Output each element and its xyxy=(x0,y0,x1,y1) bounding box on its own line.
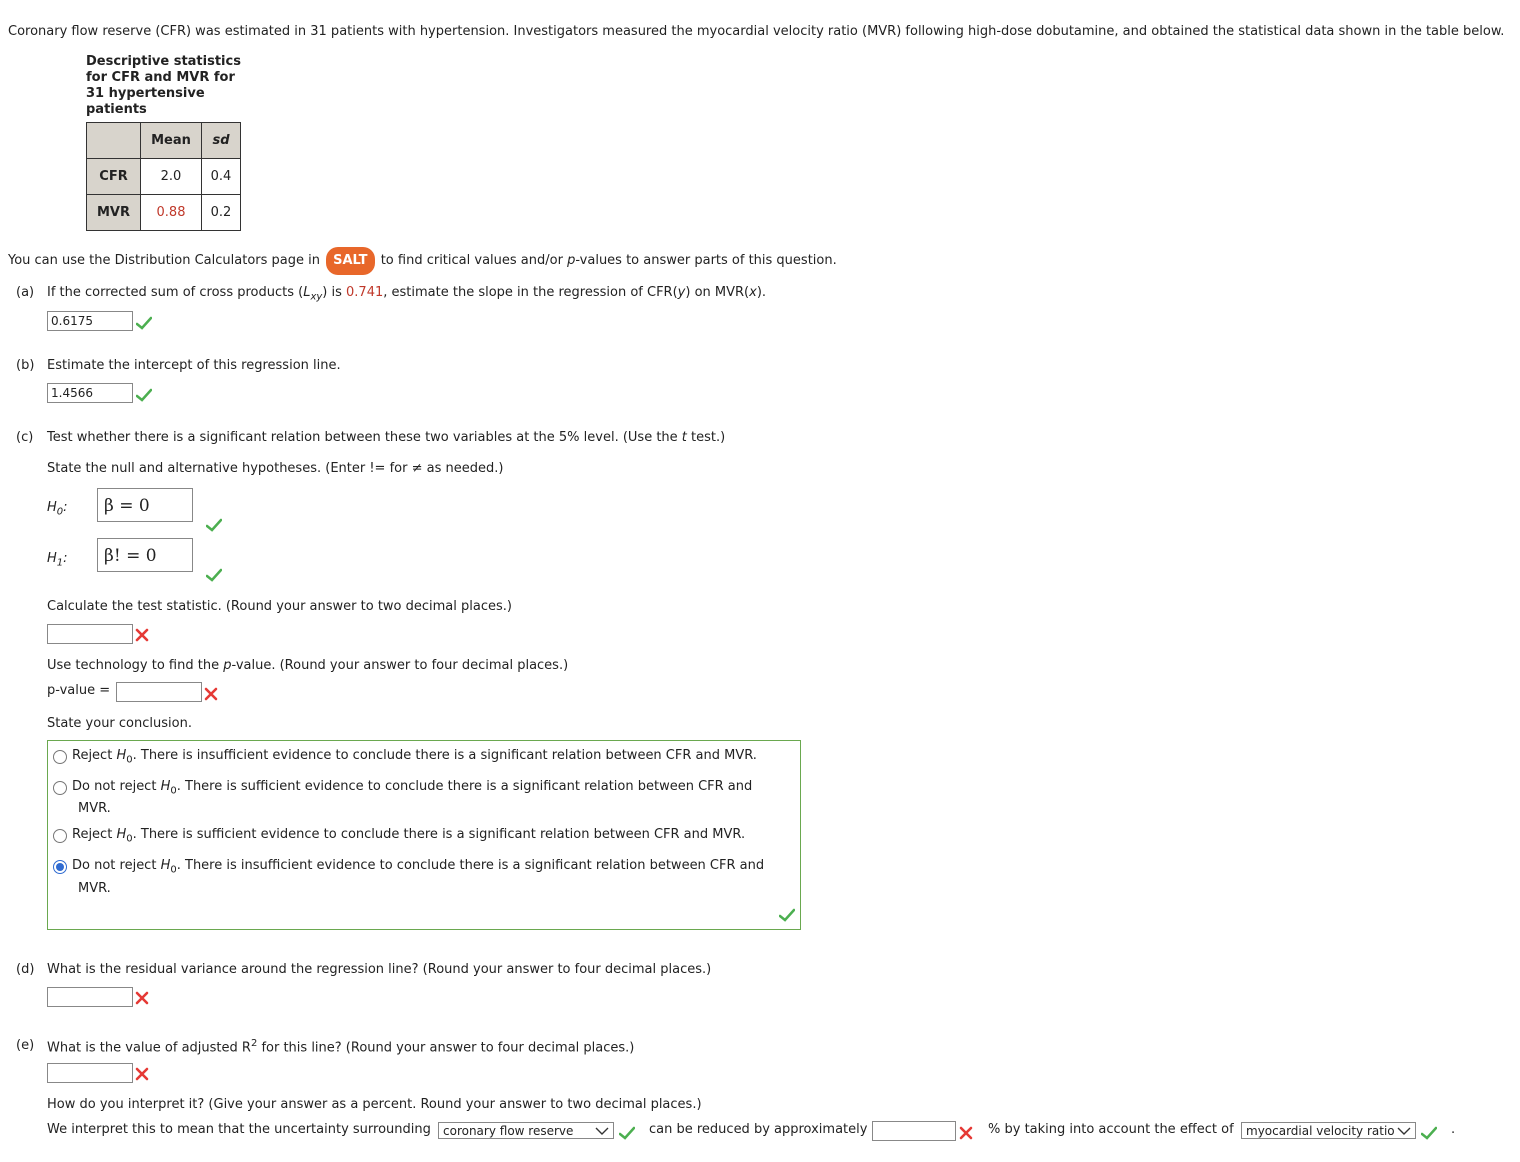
part-e-q2: for this line? (Round your answer to four decimal places.) xyxy=(261,1040,635,1056)
problem-intro: Coronary flow reserve (CFR) was estimated in 31 patients with hypertension. Investigators measured the myocardial velocity ratio (MVR) following high-dose dobutamine, and obtained the statistical data shown in the table below. xyxy=(8,24,1505,39)
h1-letter: H xyxy=(47,551,57,566)
part-c-question-end: test.) xyxy=(691,430,726,445)
null-hypothesis-input[interactable]: β = 0 xyxy=(97,488,193,522)
test-statistic-prompt: Calculate the test statistic. (Round your answer to two decimal places.) xyxy=(47,599,512,614)
chevron-down-icon xyxy=(595,1126,609,1136)
part-a-lxy-value: 0.741 xyxy=(346,285,384,300)
cross-icon xyxy=(135,628,149,642)
part-a-q4: ) on MVR( xyxy=(685,285,750,300)
conclusion-option-1: Reject $H_0$. There is insufficient evidence to conclude there is a significant relation between CFR and MVR. xyxy=(72,748,757,766)
option-2-text: There is sufficient evidence to conclude there is a significant relation between CFR and xyxy=(185,779,753,794)
p-value-prompt xyxy=(47,658,568,673)
part-e-q1: What is the value of adjusted R xyxy=(47,1040,251,1056)
row-label-cfr: CFR xyxy=(87,159,141,195)
part-a-question xyxy=(47,285,766,303)
salt-instruction xyxy=(8,247,837,275)
effect-variable-select[interactable] xyxy=(1241,1122,1416,1139)
check-icon xyxy=(136,388,152,402)
test-statistic-input[interactable] xyxy=(47,624,133,644)
interpret-prompt: How do you interpret it? (Give your answer as a percent. Round your answer to two decimal places.) xyxy=(47,1097,702,1112)
check-icon xyxy=(206,568,222,582)
option-1-action: Reject xyxy=(72,748,113,763)
cross-icon xyxy=(135,1067,149,1081)
column-header-mean: Mean xyxy=(141,123,202,159)
table-row xyxy=(87,159,241,195)
chevron-down-icon xyxy=(1397,1126,1411,1136)
check-icon xyxy=(1421,1126,1437,1140)
part-c-t: t xyxy=(681,430,687,445)
select2-value: myocardial velocity ratio xyxy=(1246,1124,1395,1138)
intercept-answer-input[interactable]: 1.4566 xyxy=(47,383,133,403)
part-e-question xyxy=(47,1038,634,1055)
conclusion-option-2-cont: MVR. xyxy=(78,801,111,816)
part-a-sub: xy xyxy=(310,291,323,303)
conclusion-option-4-cont: MVR. xyxy=(78,881,111,896)
select1-value: coronary flow reserve xyxy=(443,1124,574,1138)
alternative-hypothesis-input[interactable]: β! = 0 xyxy=(97,538,193,572)
percent-reduction-input[interactable] xyxy=(872,1121,956,1141)
part-a-y: y xyxy=(677,285,686,300)
h1-sub: 1 xyxy=(56,557,64,569)
table-caption: Descriptive statistics for CFR and MVR for 31 hypertensive patients xyxy=(86,54,241,117)
mvr-sd: 0.2 xyxy=(202,195,241,231)
conclusion-option-3: Reject $H_0$. There is sufficient evidence to conclude there is a significant relation between CFR and MVR. xyxy=(72,827,746,845)
table-row xyxy=(87,195,241,231)
h0-sub: 0 xyxy=(56,506,64,518)
check-icon xyxy=(779,908,795,922)
option-4-text: There is insufficient evidence to conclude there is a significant relation between CFR and xyxy=(185,858,765,873)
part-e-label: (e) xyxy=(16,1038,35,1053)
part-c-question xyxy=(47,430,725,445)
residual-variance-input[interactable] xyxy=(47,987,133,1007)
p-prompt-a: Use technology to find the xyxy=(47,658,220,673)
uncertainty-variable-select[interactable] xyxy=(438,1122,614,1139)
option-3-text: There is sufficient evidence to conclude there is a significant relation between CFR and MVR. xyxy=(140,827,746,842)
conclusion-radio-2[interactable] xyxy=(53,781,67,795)
conclusion-radio-3[interactable] xyxy=(53,829,67,843)
part-c-question-text: Test whether there is a significant relation between these two variables at the 5% level. (Use the xyxy=(47,430,678,445)
salt-text-before: You can use the Distribution Calculators page in xyxy=(8,253,320,268)
hypotheses-prompt: State the null and alternative hypotheses. (Enter != for ≠ as needed.) xyxy=(47,461,504,476)
interpret-sentence-after: % by taking into account the effect of xyxy=(988,1122,1234,1137)
check-icon xyxy=(206,518,222,532)
p-value-input[interactable] xyxy=(116,682,202,702)
conclusion-radio-1[interactable] xyxy=(53,750,67,764)
interpret-sentence-start: We interpret this to mean that the uncertainty surrounding xyxy=(47,1122,431,1137)
option-4-action: Do not reject xyxy=(72,858,157,873)
descriptive-statistics-table xyxy=(86,122,241,231)
conclusion-option-4: Do not reject $H_0$. There is insufficient evidence to conclude there is a significant relation between CFR and xyxy=(72,858,765,876)
option-1-text: There is insufficient evidence to conclude there is a significant relation between CFR and MVR. xyxy=(140,748,757,763)
option-3-action: Reject xyxy=(72,827,113,842)
column-header-sd: sd xyxy=(202,123,241,159)
option-2-action: Do not reject xyxy=(72,779,157,794)
mvr-mean: 0.88 xyxy=(141,195,202,231)
conclusion-radio-4-selected[interactable] xyxy=(53,860,67,874)
part-a-label: (a) xyxy=(16,285,35,300)
part-b-question: Estimate the intercept of this regression line. xyxy=(47,358,341,373)
sentence-period: . xyxy=(1451,1122,1456,1137)
cfr-mean: 2.0 xyxy=(141,159,202,195)
salt-p-italic: p xyxy=(567,253,576,268)
adjusted-r2-input[interactable] xyxy=(47,1063,133,1083)
part-e-sup: 2 xyxy=(250,1038,258,1049)
h1-label: $H_1$: xyxy=(47,551,68,569)
part-c-label: (c) xyxy=(16,430,34,445)
cross-icon xyxy=(204,687,218,701)
p-prompt-p: p xyxy=(223,658,232,673)
cfr-sd: 0.4 xyxy=(202,159,241,195)
part-a-q1: If the corrected sum of cross products ( xyxy=(47,285,304,300)
part-a-L: L xyxy=(303,285,311,300)
slope-answer-input[interactable]: 0.6175 xyxy=(47,311,133,331)
part-d-label: (d) xyxy=(16,962,35,977)
part-a-x: x xyxy=(749,285,757,300)
table-corner xyxy=(87,123,141,159)
part-d-question: What is the residual variance around the regression line? (Round your answer to four decimal places.) xyxy=(47,962,712,977)
conclusion-option-2: Do not reject $H_0$. There is sufficient evidence to conclude there is a significant relation between CFR and xyxy=(72,779,753,797)
interpret-sentence-middle: can be reduced by approximately xyxy=(649,1122,868,1137)
h0-label: $H_0$: xyxy=(47,500,68,518)
row-label-mvr: MVR xyxy=(87,195,141,231)
part-a-q5: ). xyxy=(756,285,767,300)
check-icon xyxy=(136,316,152,330)
p-prompt-b: -value. (Round your answer to four decimal places.) xyxy=(231,658,569,673)
salt-link[interactable]: SALT xyxy=(326,247,374,275)
cross-icon xyxy=(959,1126,973,1140)
cross-icon xyxy=(135,991,149,1005)
h0-letter: H xyxy=(47,500,57,515)
part-a-q2: ) is xyxy=(322,285,342,300)
part-a-q3: , estimate the slope in the regression of CFR( xyxy=(383,285,678,300)
p-value-label: p-value = xyxy=(47,683,111,698)
salt-text-after: to find critical values and/or xyxy=(380,253,563,268)
part-b-label: (b) xyxy=(16,358,35,373)
salt-text-after2: -values to answer parts of this question. xyxy=(575,253,837,268)
conclusion-prompt: State your conclusion. xyxy=(47,716,192,731)
check-icon xyxy=(619,1126,635,1140)
